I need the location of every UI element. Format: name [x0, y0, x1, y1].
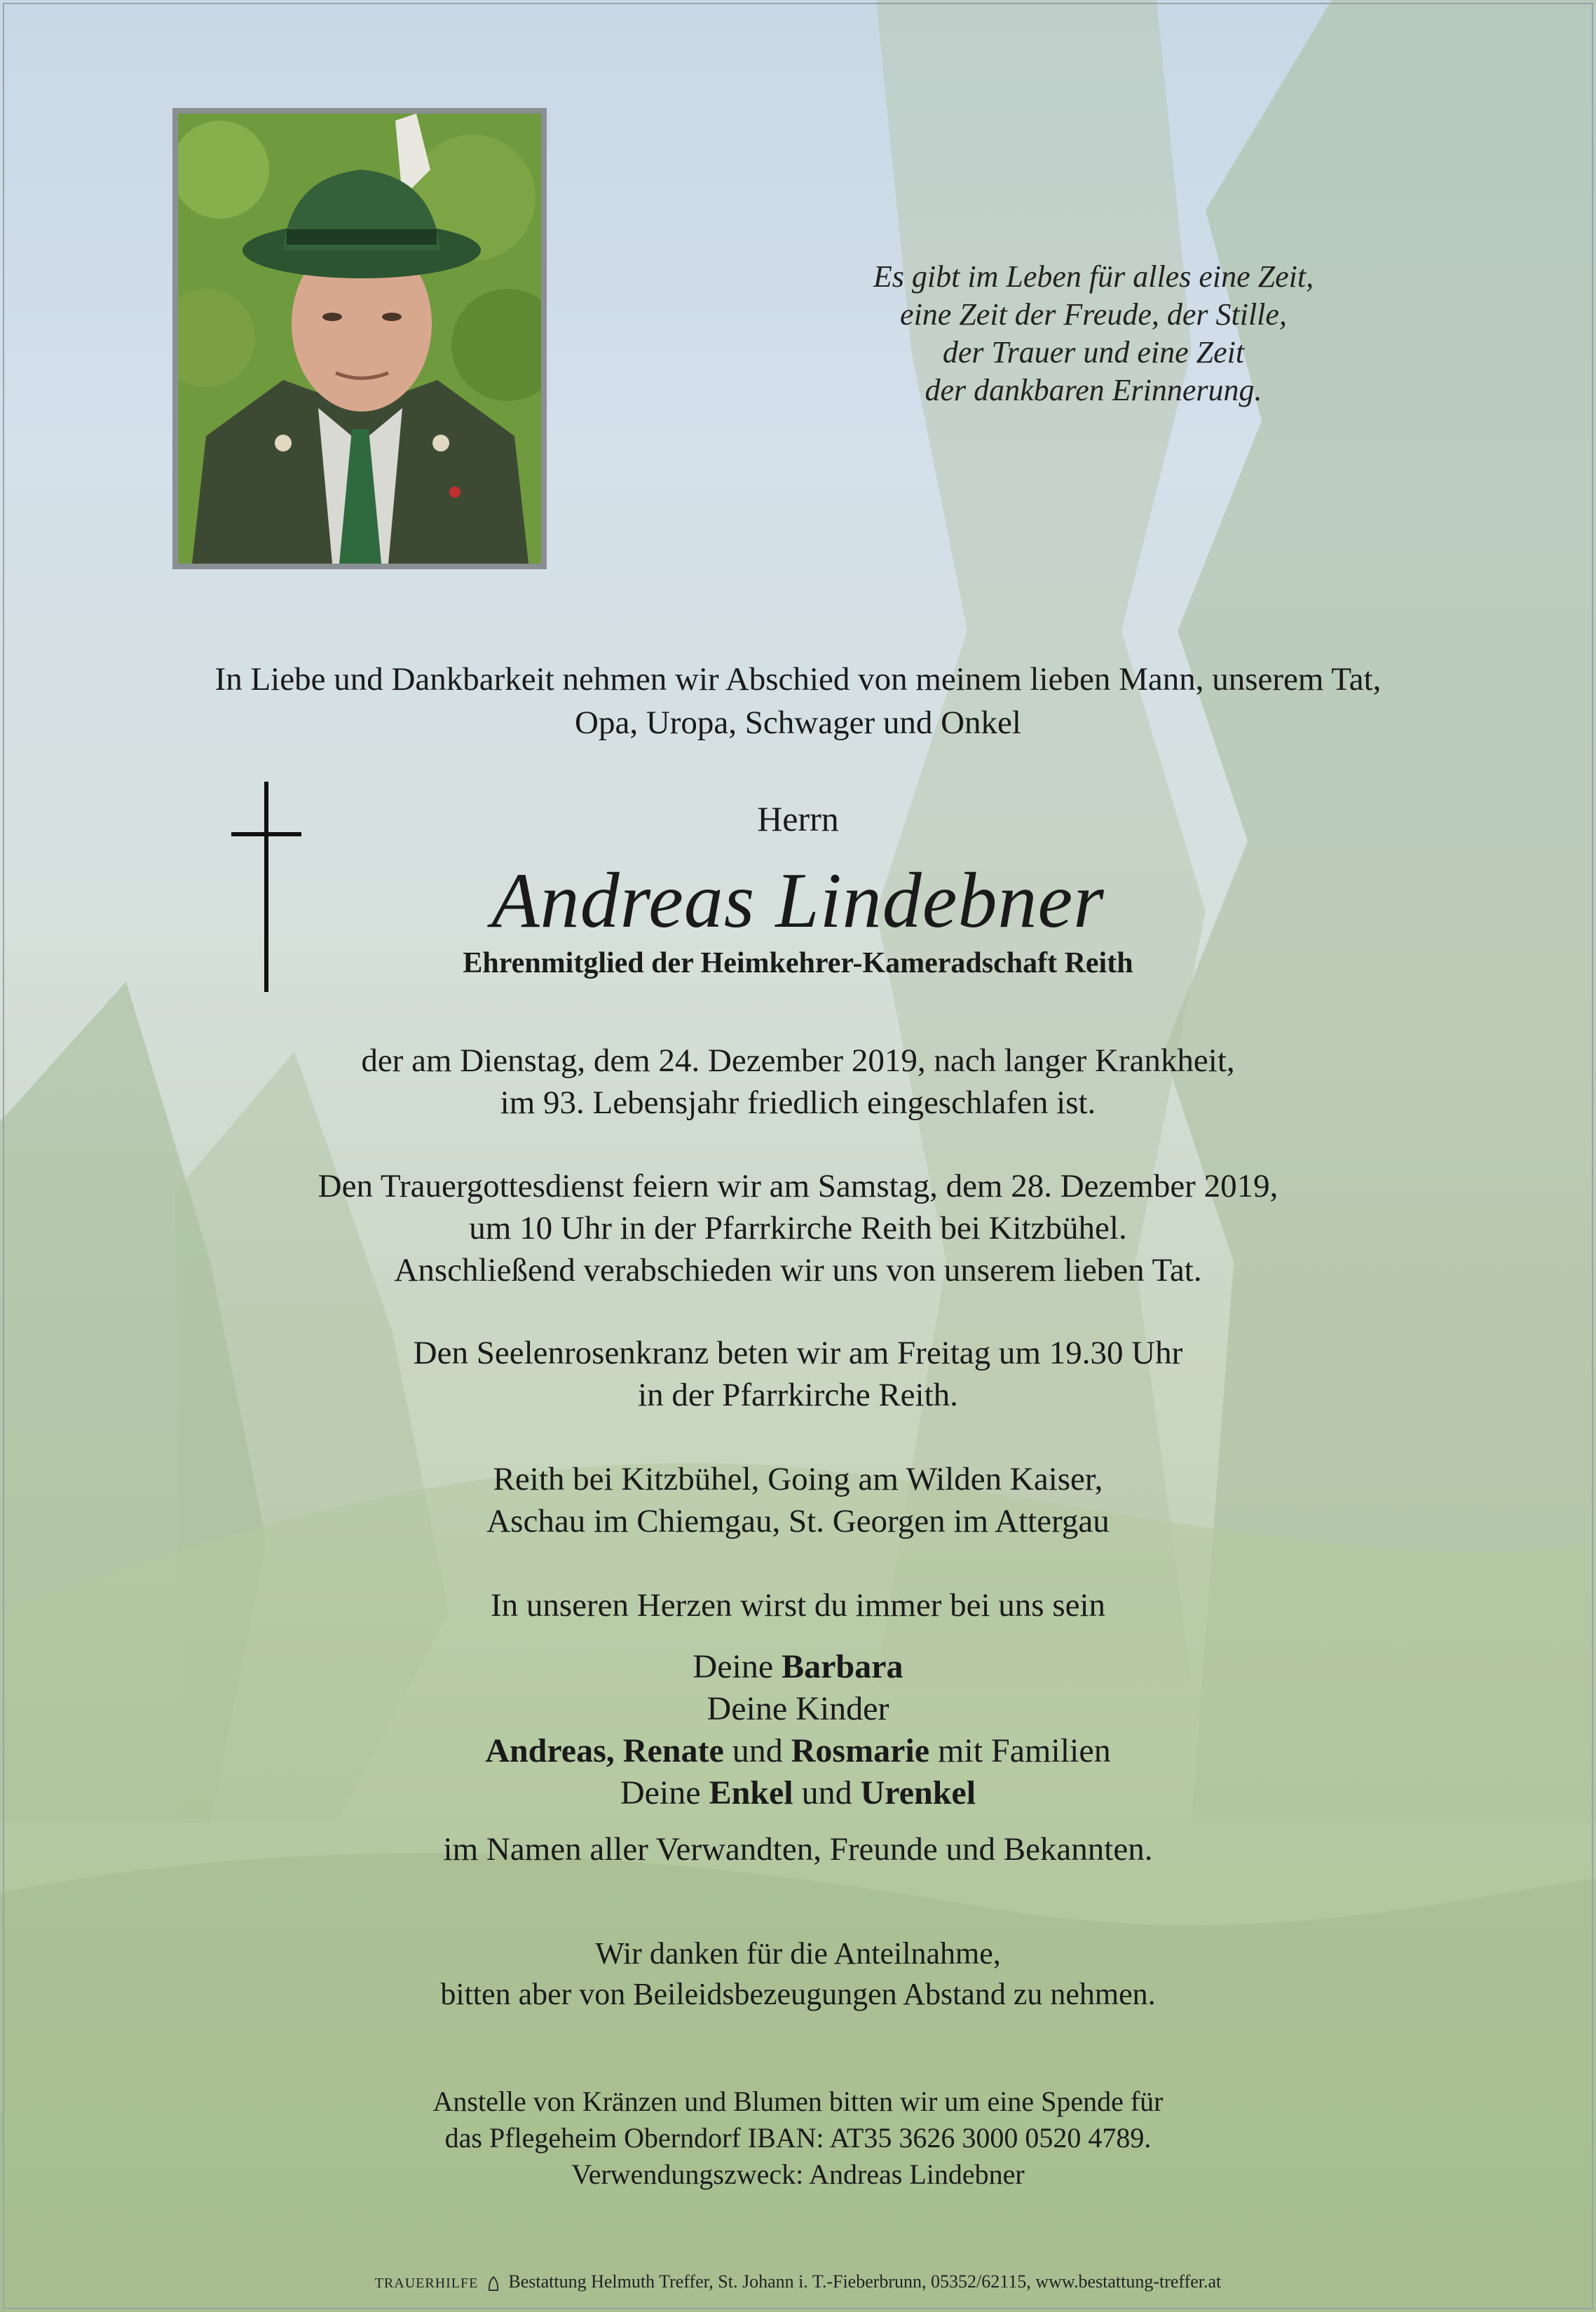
family-word: Deine — [620, 1774, 701, 1811]
donation-line-1: Anstelle von Kränzen und Blumen bitten wir um eine Spende für — [432, 2086, 1164, 2117]
quote-line: eine Zeit der Freude, der Stille, — [900, 297, 1287, 332]
intro-line-2: Opa, Uropa, Schwager und Onkel — [575, 705, 1021, 741]
relatives-line: im Namen aller Verwandten, Freunde und Bekannten. — [443, 1831, 1153, 1868]
portrait-illustration — [178, 114, 541, 564]
portrait-photo — [178, 114, 541, 564]
family-line-children-label: Deine Kinder — [707, 1690, 889, 1727]
thanks-note — [0, 1933, 1596, 2015]
quote-line: Es gibt im Leben für alles eine Zeit, — [873, 259, 1314, 294]
service-line-2: um 10 Uhr in der Pfarrkirche Reith bei Kitzbühel. — [469, 1210, 1127, 1246]
service-notice — [0, 1165, 1596, 1291]
child-name: Andreas, — [485, 1732, 615, 1769]
donation-note — [0, 2083, 1596, 2193]
places — [0, 1458, 1596, 1542]
footer-logo-icon — [487, 2275, 500, 2292]
donation-line-2: das Pflegeheim Oberndorf IBAN: AT35 3626 3000 0520 4789. — [444, 2122, 1152, 2154]
places-line-2: Aschau im Chiemgau, St. Georgen im Attergau — [486, 1503, 1110, 1539]
footer-brand: TRAUERHILFE — [374, 2276, 479, 2291]
rosary-line-2: in der Pfarrkirche Reith. — [638, 1377, 958, 1413]
footer-imprint — [0, 2271, 1596, 2292]
memorial-quote — [806, 258, 1381, 409]
great-grandchildren-label: Urenkel — [860, 1774, 976, 1811]
quote-line: der Trauer und eine Zeit — [942, 335, 1245, 369]
thanks-line-1: Wir danken für die Anteilnahme, — [595, 1936, 1001, 1971]
family-line-grandchildren — [0, 1772, 1596, 1814]
spouse-name: Barbara — [782, 1648, 903, 1685]
heart-line: In unseren Herzen wirst du immer bei uns sein — [490, 1587, 1106, 1624]
footer-text: Bestattung Helmuth Treffer, St. Johann i. T.-Fieberbrunn, 05352/62115, www.bestattung-treffer.at — [508, 2271, 1222, 2292]
places-line-1: Reith bei Kitzbühel, Going am Wilden Kaiser, — [493, 1461, 1103, 1497]
rosary-line-1: Den Seelenrosenkranz beten wir am Freitag um 19.30 Uhr — [413, 1335, 1183, 1371]
salutation: Herrn — [757, 799, 839, 838]
donation-line-3: Verwendungszweck: Andreas Lindebner — [571, 2158, 1025, 2190]
death-line-2: im 93. Lebensjahr friedlich eingeschlafen ist. — [500, 1084, 1096, 1121]
rosary-notice — [0, 1332, 1596, 1416]
family-line-children — [0, 1730, 1596, 1772]
family-signature — [0, 1646, 1596, 1814]
family-line-spouse — [0, 1646, 1596, 1688]
family-word: mit Familien — [938, 1732, 1111, 1769]
service-line-3: Anschließend verabschieden wir uns von unserem lieben Tat. — [394, 1252, 1202, 1288]
thanks-line-2: bitten aber von Beileidsbezeugungen Abstand zu nehmen. — [440, 1977, 1156, 2011]
grandchildren-label: Enkel — [709, 1774, 793, 1811]
family-word: Deine — [693, 1648, 774, 1685]
intro-line-1: In Liebe und Dankbarkeit nehmen wir Abschied von meinem lieben Mann, unserem Tat, — [214, 661, 1382, 698]
portrait-frame — [172, 108, 547, 569]
service-line-1: Den Trauergottesdienst feiern wir am Samstag, dem 28. Dezember 2019, — [318, 1168, 1278, 1204]
quote-line: der dankbaren Erinnerung. — [925, 373, 1262, 407]
child-name: Rosmarie — [791, 1732, 930, 1769]
family-word: und — [732, 1732, 783, 1769]
deceased-name: Andreas Lindebner — [491, 857, 1105, 944]
intro-text — [0, 658, 1596, 744]
child-name: Renate — [622, 1732, 724, 1769]
death-notice — [0, 1040, 1596, 1124]
family-word: und — [801, 1774, 852, 1811]
death-line-1: der am Dienstag, dem 24. Dezember 2019, nach langer Krankheit, — [361, 1042, 1235, 1079]
deceased-title: Ehrenmitglied der Heimkehrer-Kameradschaft Reith — [463, 947, 1133, 979]
